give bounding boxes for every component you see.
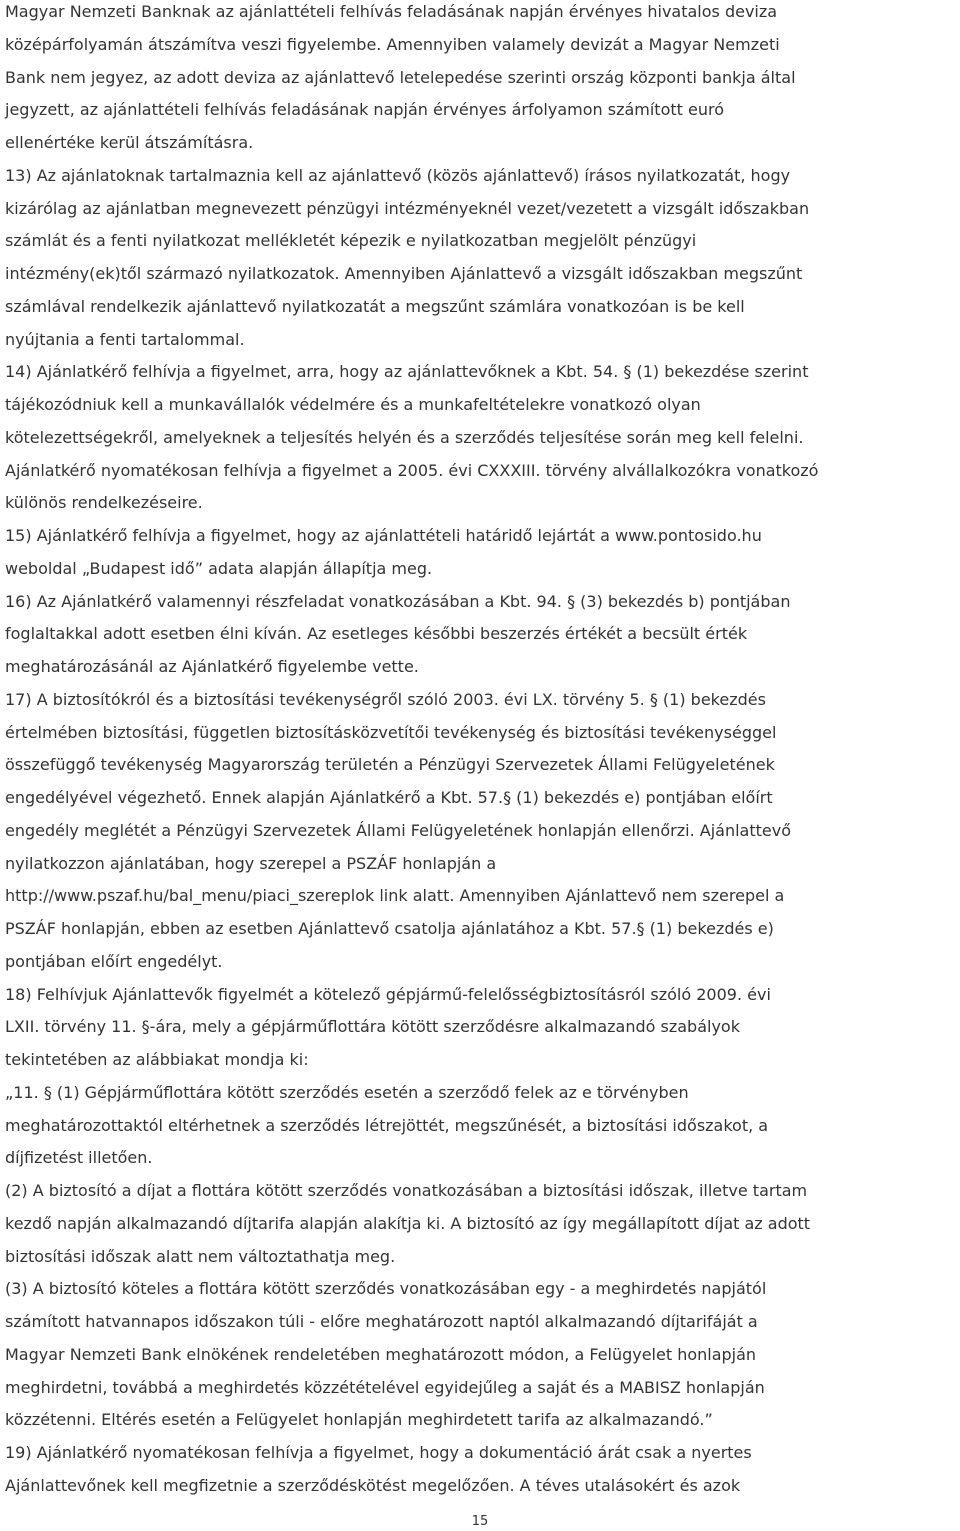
- text-line: LXII. törvény 11. §-ára, mely a gépjárműflottára kötött szerződésre alkalmazandó szabályok: [5, 1017, 740, 1037]
- text-line: meghatározásánál az Ajánlatkérő figyelembe vette.: [5, 657, 419, 676]
- text-line: 15) Ajánlatkérő felhívja a figyelmet, hogy az ajánlattételi határidő lejártát a www.pontosido.hu: [5, 526, 762, 545]
- text-line: 18) Felhívjuk Ajánlattevők figyelmét a kötelező gépjármű-felelősségbiztosításról szóló 2009. évi: [5, 984, 771, 1004]
- text-line: Magyar Nemzeti Banknak az ajánlattételi felhívás feladásának napján érvényes hivatalos deviza: [5, 2, 778, 21]
- text-line: Bank nem jegyez, az adott deviza az ajánlattevő letelepedése szerinti ország központi bankja által: [5, 67, 796, 87]
- text-line: különös rendelkezéseire.: [5, 493, 203, 513]
- text-line: nyújtania a fenti tartalommal.: [5, 329, 245, 349]
- text-line: díjfizetést illetően.: [5, 1148, 153, 1168]
- text-line: „11. § (1) Gépjárműflottára kötött szerződés esetén a szerződő felek az e törvényben: [5, 1082, 689, 1102]
- text-line: Ajánlatkérő nyomatékosan felhívja a figyelmet a 2005. évi CXXXIII. törvény alvállalkozókra vonatkozó: [5, 460, 819, 480]
- text-line: kizárólag az ajánlatban megnevezett pénzügyi intézményeknél vezet/vezetett a vizsgált időszakban: [5, 198, 810, 218]
- body-text: [5, 0, 955, 1503]
- text-line: 17) A biztosítókról és a biztosítási tevékenységről szóló 2003. évi LX. törvény 5. § (1) bekezdés: [5, 689, 766, 709]
- text-line: jegyzett, az ajánlattételi felhívás feladásának napján érvényes árfolyamon számított euró: [5, 100, 724, 120]
- text-line: nyilatkozzon ajánlatában, hogy szerepel a PSZÁF honlapján a: [5, 853, 497, 873]
- text-line: kötelezettségekről, amelyeknek a teljesítés helyén és a szerződés teljesítése során meg kell felelni.: [5, 427, 804, 447]
- text-line: Ajánlattevőnek kell megfizetnie a szerződéskötést megelőzően. A téves utalásokért és azok: [5, 1475, 741, 1495]
- text-line: intézmény(ek)től származó nyilatkozatok. Amennyiben Ajánlattevő a vizsgált időszakban megszűnt: [5, 264, 803, 283]
- text-line: tekintetében az alábbiakat mondja ki:: [5, 1050, 309, 1069]
- text-line: 16) Az Ajánlatkérő valamennyi részfeladat vonatkozásában a Kbt. 94. § (3) bekezdés b) pontjában: [5, 591, 791, 611]
- text-line: tájékozódniuk kell a munkavállalók védelmére és a munkafeltételekre vonatkozó olyan: [5, 395, 701, 414]
- text-line: (2) A biztosító a díjat a flottára kötött szerződés vonatkozásában a biztosítási időszak, illetve tartam: [5, 1181, 808, 1200]
- text-line: összefüggő tevékenység Magyarország területén a Pénzügyi Szervezetek Állami Felügyeletének: [5, 755, 775, 775]
- text-line: pontjában előírt engedélyt.: [5, 951, 223, 971]
- text-line: foglaltakkal adott esetben élni kíván. Az esetleges későbbi beszerzés értékét a becsült érték: [5, 624, 748, 644]
- text-line: biztosítási időszak alatt nem változtathatja meg.: [5, 1246, 396, 1266]
- text-line: középárfolyamán átszámítva veszi figyelembe. Amennyiben valamely devizát a Magyar Nemzeti: [5, 34, 780, 54]
- text-line: értelmében biztosítási, független biztosításközvetítői tevékenység és biztosítási tevékenységgel: [5, 722, 777, 742]
- text-line: számlát és a fenti nyilatkozat mellékletét képezik e nyilatkozatban megjelölt pénzügyi: [5, 231, 697, 251]
- text-line: Magyar Nemzeti Bank elnökének rendeletében meghatározott módon, a Felügyelet honlapján: [5, 1344, 757, 1364]
- text-line: http://www.pszaf.hu/bal_menu/piaci_szereplok link alatt. Amennyiben Ajánlattevő nem szerepel a: [5, 886, 785, 906]
- text-line: engedélyével végezhető. Ennek alapján Ajánlatkérő a Kbt. 57.§ (1) bekezdés e) pontjában előírt: [5, 788, 773, 807]
- text-line: kezdő napján alkalmazandó díjtarifa alapján alakítja ki. A biztosító az így megállapított díjat az adott: [5, 1213, 811, 1233]
- text-line: 13) Az ajánlatoknak tartalmaznia kell az ajánlattevő (közös ajánlattevő) írásos nyilatkozatát, hogy: [5, 165, 791, 185]
- text-line: (3) A biztosító köteles a flottára kötött szerződés vonatkozásában egy - a meghirdetés napjától: [5, 1279, 767, 1299]
- text-line: 19) Ajánlatkérő nyomatékosan felhívja a figyelmet, hogy a dokumentáció árát csak a nyertes: [5, 1443, 752, 1462]
- page-number: 15: [471, 1514, 489, 1529]
- text-line: meghirdetni, továbbá a meghirdetés közzétételével egyidejűleg a saját és a MABISZ honlapján: [5, 1377, 765, 1397]
- text-line: 14) Ajánlatkérő felhívja a figyelmet, arra, hogy az ajánlattevőknek a Kbt. 54. § (1) bekezdése szerint: [5, 362, 809, 382]
- text-line: PSZÁF honlapján, ebben az esetben Ajánlattevő csatolja ajánlatához a Kbt. 57.§ (1) bekezdés e): [5, 919, 774, 938]
- text-line: engedély meglétét a Pénzügyi Szervezetek Állami Felügyeletének honlapján ellenőrzi. Ajánlattevő: [5, 820, 791, 840]
- text-line: közzétenni. Eltérés esetén a Felügyelet honlapján meghirdetett tarifa az alkalmazandó.”: [5, 1410, 713, 1430]
- text-line: weboldal „Budapest idő” adata alapján állapítja meg.: [5, 558, 433, 578]
- text-line: ellenértéke kerül átszámításra.: [5, 133, 254, 152]
- text-line: számított hatvannapos időszakon túli - előre meghatározott naptól alkalmazandó díjtarifáját a: [5, 1312, 758, 1331]
- text-line: számlával rendelkezik ajánlattevő nyilatkozatát a megszűnt számlára vonatkozóan is be kell: [5, 296, 745, 316]
- text-line: meghatározottaktól eltérhetnek a szerződés létrejöttét, megszűnését, a biztosítási időszakot, a: [5, 1115, 769, 1135]
